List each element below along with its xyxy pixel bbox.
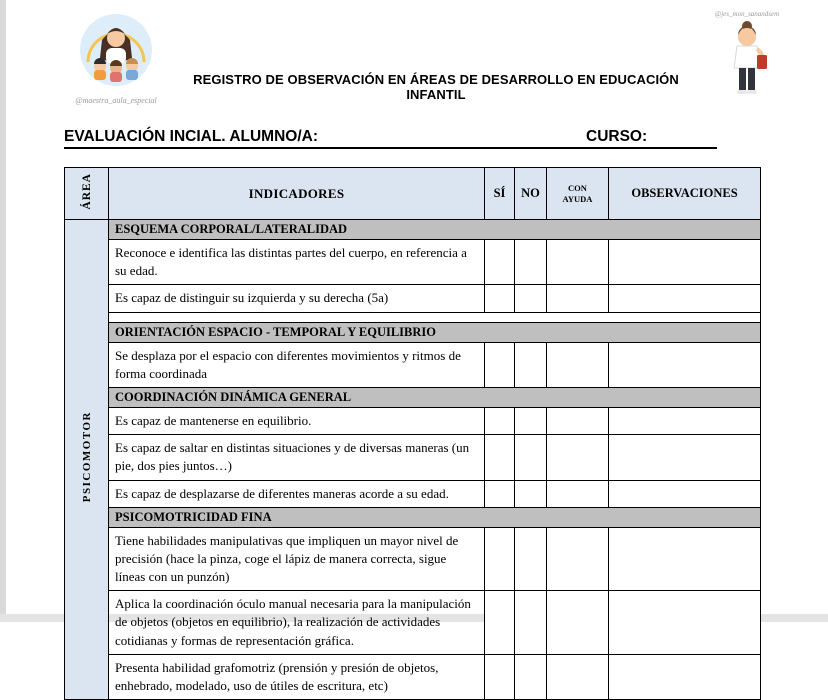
indicator-row — [65, 285, 761, 312]
con-ayuda-cell — [547, 240, 609, 285]
section-title-cell: PSICOMOTRICIDAD FINA — [109, 507, 761, 527]
column-header-no: NO — [515, 168, 547, 220]
con-ayuda-cell — [547, 654, 609, 699]
indicator-row — [65, 435, 761, 480]
area-header-vertical-label: ÁREA — [80, 172, 93, 210]
no-cell — [515, 407, 547, 434]
area-value-vertical-label: PSICOMOTOR — [80, 411, 93, 503]
course-label: CURSO: — [586, 128, 648, 145]
observaciones-cell — [609, 527, 761, 591]
indicator-row — [65, 407, 761, 434]
con-ayuda-cell — [547, 527, 609, 591]
teacher-with-book-avatar-icon — [723, 19, 771, 99]
section-row — [65, 387, 761, 407]
observaciones-cell — [609, 654, 761, 699]
si-cell — [485, 285, 515, 312]
section-title-cell: ORIENTACIÓN ESPACIO - TEMPORAL Y EQUILIBRIO — [109, 322, 761, 342]
column-header-observaciones: OBSERVACIONES — [609, 168, 761, 220]
no-cell — [515, 240, 547, 285]
indicator-text-cell: Tiene habilidades manipulativas que impliquen un mayor nivel de precisión (hace la pinza, coge el lápiz de manera correcta, sigue líneas con un punzón) — [109, 527, 485, 591]
si-cell — [485, 240, 515, 285]
si-cell — [485, 342, 515, 387]
no-cell — [515, 285, 547, 312]
instagram-handle-right: @jes_mon_sanandsem — [714, 10, 780, 18]
indicator-row — [65, 654, 761, 699]
con-ayuda-cell — [547, 480, 609, 507]
indicator-row — [65, 342, 761, 387]
evaluation-line-wrap — [64, 128, 828, 149]
observaciones-cell — [609, 285, 761, 312]
area-cell — [65, 220, 109, 700]
si-cell — [485, 407, 515, 434]
observaciones-cell — [609, 435, 761, 480]
empty-spacer-row — [65, 312, 761, 322]
indicator-text-cell: Es capaz de saltar en distintas situaciones y de diversas maneras (un pie, dos pies juntos…) — [109, 435, 485, 480]
document-page — [6, 0, 828, 693]
con-ayuda-cell — [547, 285, 609, 312]
spacer-cell — [109, 312, 761, 322]
column-header-si: SÍ — [485, 168, 515, 220]
indicator-text-cell: Es capaz de distinguir su izquierda y su derecha (5a) — [109, 285, 485, 312]
no-cell — [515, 342, 547, 387]
column-header-indicadores: INDICADORES — [109, 168, 485, 220]
observation-table — [64, 167, 761, 700]
indicator-row — [65, 240, 761, 285]
evaluation-label: EVALUACIÓN INCIAL. ALUMNO/A: — [64, 128, 319, 145]
evaluation-line — [64, 128, 717, 149]
document-title: REGISTRO DE OBSERVACIÓN EN ÁREAS DE DESARROLLO EN EDUCACIÓN INFANTIL — [193, 72, 679, 102]
teacher-book-illustration — [708, 10, 786, 114]
si-cell — [485, 435, 515, 480]
con-ayuda-cell — [547, 591, 609, 655]
si-cell — [485, 654, 515, 699]
table-header-row — [65, 168, 761, 220]
con-ayuda-cell — [547, 435, 609, 480]
indicator-text-cell: Presenta habilidad grafomotriz (prensión y presión de objetos, enhebrado, modelado, uso de útiles de escritura, etc) — [109, 654, 485, 699]
observaciones-cell — [609, 342, 761, 387]
no-cell — [515, 654, 547, 699]
section-row — [65, 220, 761, 240]
indicator-text-cell: Aplica la coordinación óculo manual necesaria para la manipulación de objetos (objetos en equilibrio), la realización de actividades cotidianas y formas de representación gráfica. — [109, 591, 485, 655]
no-cell — [515, 591, 547, 655]
column-header-area — [65, 168, 109, 220]
indicator-text-cell: Es capaz de mantenerse en equilibrio. — [109, 407, 485, 434]
no-cell — [515, 435, 547, 480]
indicator-text-cell: Se desplaza por el espacio con diferentes movimientos y ritmos de forma coordinada — [109, 342, 485, 387]
no-cell — [515, 527, 547, 591]
indicator-text-cell: Es capaz de desplazarse de diferentes maneras acorde a su edad. — [109, 480, 485, 507]
observaciones-cell — [609, 407, 761, 434]
indicator-row — [65, 591, 761, 655]
si-cell — [485, 591, 515, 655]
section-row — [65, 507, 761, 527]
observaciones-cell — [609, 240, 761, 285]
instagram-handle-left: @maestra_aula_especial — [75, 96, 157, 105]
document-header — [6, 0, 828, 114]
si-cell — [485, 480, 515, 507]
observaciones-cell — [609, 591, 761, 655]
indicator-row — [65, 527, 761, 591]
observaciones-cell — [609, 480, 761, 507]
section-title-cell: COORDINACIÓN DINÁMICA GENERAL — [109, 387, 761, 407]
section-title-cell: ESQUEMA CORPORAL/LATERALIDAD — [109, 220, 761, 240]
teacher-kids-avatar-icon — [74, 10, 158, 94]
con-ayuda-cell — [547, 407, 609, 434]
column-header-con-ayuda: CON AYUDA — [547, 168, 609, 220]
section-row — [65, 322, 761, 342]
si-cell — [485, 527, 515, 591]
no-cell — [515, 480, 547, 507]
con-ayuda-cell — [547, 342, 609, 387]
indicator-text-cell: Reconoce e identifica las distintas partes del cuerpo, en referencia a su edad. — [109, 240, 485, 285]
teacher-kids-illustration — [68, 10, 164, 114]
indicator-row — [65, 480, 761, 507]
